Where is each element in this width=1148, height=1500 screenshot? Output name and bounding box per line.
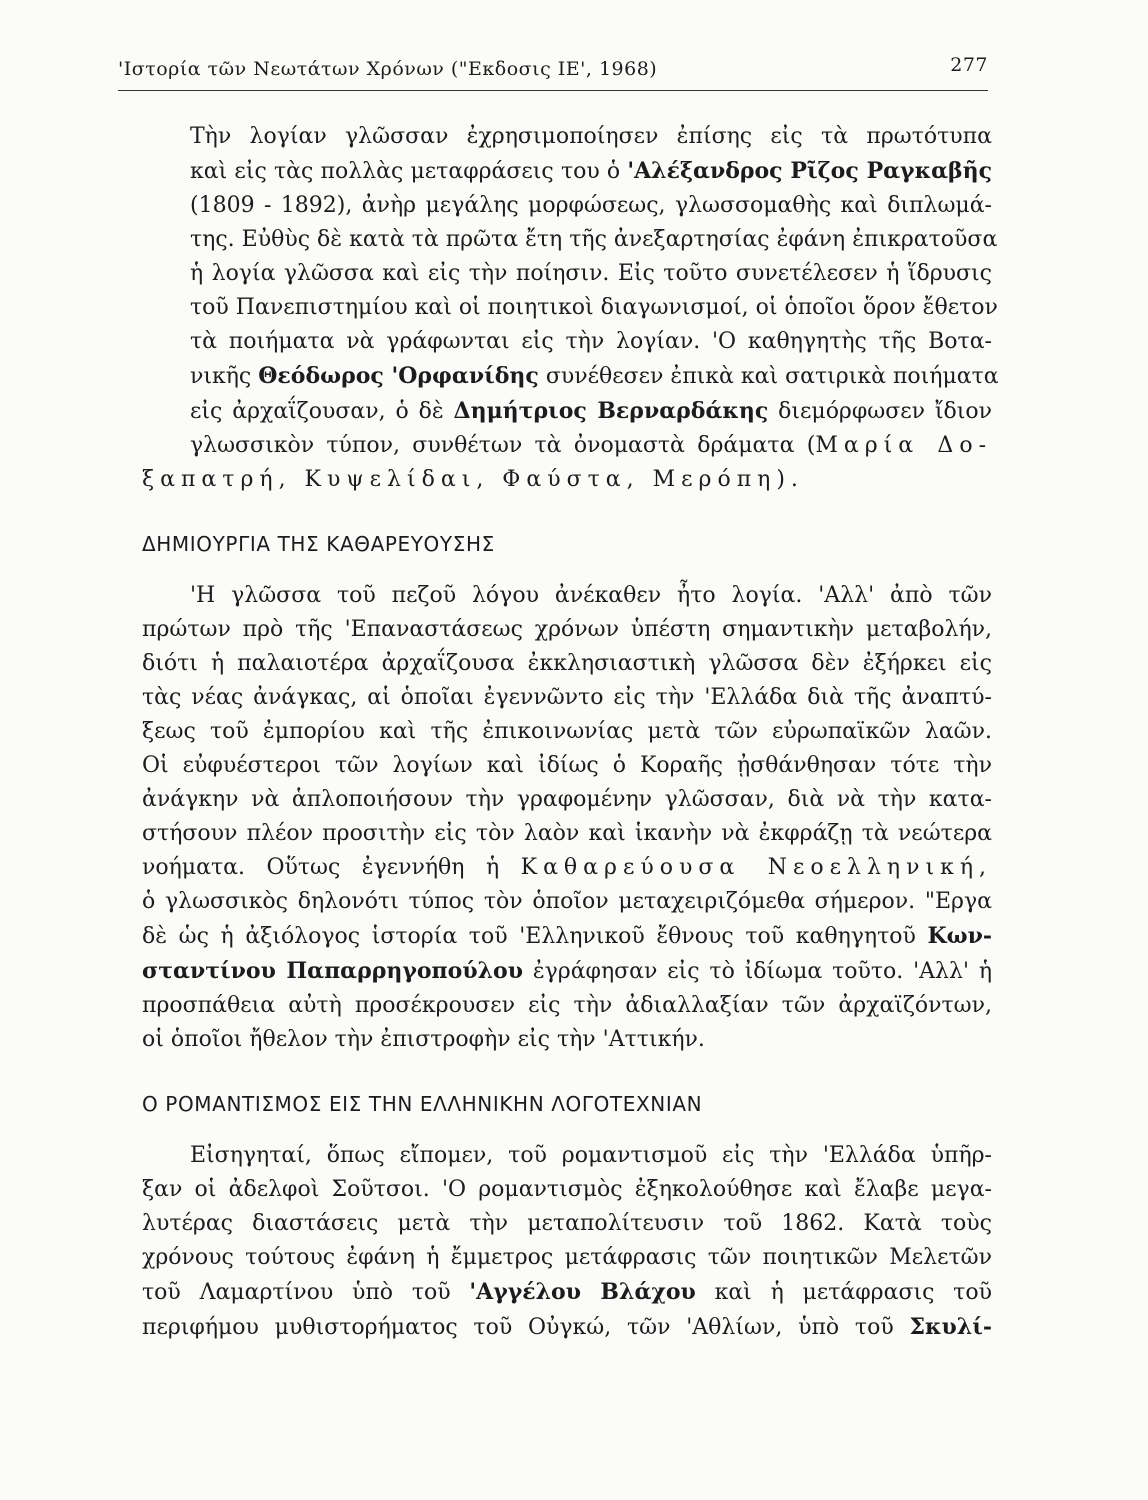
text-line: της. Εὐθὺς δὲ κατὰ τὰ πρῶτα ἔτη τῆς ἀνεξαρτησίας ἐφάνη ἐπικρατοῦσα <box>190 227 998 252</box>
text-line: νοήματα. Οὕτως ἐγεννήθη ἡ Καθαρεύουσα Νεοελληνική, <box>142 855 992 880</box>
text-line: (1809 - 1892), ἀνὴρ μεγάλης μορφώσεως, γλωσσομαθὴς καὶ διπλωμά- <box>190 193 992 218</box>
paragraph-1 <box>142 120 999 497</box>
text-line: προσπάθεια αὐτὴ προσέκρουσεν εἰς τὴν ἀδιαλλαξίαν τῶν ἀρχαϊζόντων, <box>142 993 992 1018</box>
text-line: χρόνους τούτους ἐφάνη ἡ ἔμμετρος μετάφρασις τῶν ποιητικῶν Μελετῶν <box>142 1245 992 1270</box>
text-line: ὁ γλωσσικὸς δηλονότι τύπος τὸν ὁποῖον μεταχειριζόμεθα σήμερον. "Εργα <box>142 889 992 914</box>
text-line: νικῆς Θεόδωρος 'Ορφανίδης συνέθεσεν ἐπικὰ καὶ σατιρικὰ ποιήματα <box>190 363 999 389</box>
body-text <box>142 120 999 1345</box>
text-line: πρώτων πρὸ τῆς 'Επαναστάσεως χρόνων ὑπέστη σημαντικὴν μεταβολήν, <box>142 617 992 642</box>
running-title: 'Ιστορία τῶν Νεωτάτων Χρόνων ("Εκδοσις ΙΕ', 1968) <box>118 58 658 80</box>
text-line: σταντίνου Παπαρρηγοπούλου ἐγράφησαν εἰς τὸ ἰδίωμα τοῦτο. 'Αλλ' ἡ <box>142 958 993 984</box>
paragraph-3 <box>142 1139 992 1345</box>
text-line: ξαπατρή, Κυψελίδαι, Φαύστα, Μερόπη). <box>142 467 804 492</box>
text-line: ξαν οἱ ἀδελφοὶ Σοῦτσοι. 'Ο ρομαντισμὸς ἐξηκολούθησε καὶ ἔλαβε μεγα- <box>142 1177 992 1202</box>
text-line: Εἰσηγηταί, ὅπως εἴπομεν, τοῦ ρομαντισμοῦ εἰς τὴν 'Ελλάδα ὑπῆρ- <box>190 1143 992 1168</box>
text-line: λυτέρας διαστάσεις μετὰ τὴν μεταπολίτευσιν τοῦ 1862. Κατὰ τοὺς <box>142 1211 992 1236</box>
spaced-term: Καθαρεύουσα Νεοελληνική, <box>520 855 992 880</box>
text-line: τοῦ Πανεπιστημίου καὶ οἱ ποιητικοὶ διαγωνισμοί, οἱ ὁποῖοι ὅρον ἔθετον <box>190 295 998 320</box>
text-line: τοῦ Λαμαρτίνου ὑπὸ τοῦ 'Αγγέλου Βλάχου καὶ ἡ μετάφρασις τοῦ <box>142 1279 992 1305</box>
text-line: οἱ ὁποῖοι ἤθελον τὴν ἐπιστροφὴν εἰς τὴν 'Αττικήν. <box>142 1027 705 1052</box>
text-line: εἰς ἀρχαΐζουσαν, ὁ δὲ Δημήτριος Βερναρδάκης διεμόρφωσεν ἴδιον <box>190 398 992 424</box>
text-line: γλωσσικὸν τύπον, συνθέτων τὰ ὀνομαστὰ δράματα (Μαρία Δο- <box>190 433 993 458</box>
text-line: καὶ εἰς τὰς πολλὰς μεταφράσεις του ὁ 'Αλέξανδρος Ρῖζος Ραγκαβῆς <box>190 158 992 184</box>
text-line: στήσουν πλέον προσιτὴν εἰς τὸν λαὸν καὶ ἱκανὴν νὰ ἐκφράζῃ τὰ νεώτερα <box>142 821 992 846</box>
text-line: ἀνάγκην νὰ ἁπλοποιήσουν τὴν γραφομένην γλῶσσαν, διὰ νὰ τὴν κατα- <box>142 787 992 812</box>
running-header <box>118 54 988 91</box>
text-line: τὰς νέας ἀνάγκας, αἱ ὁποῖαι ἐγεννῶντο εἰς τὴν 'Ελλάδα διὰ τῆς ἀναπτύ- <box>142 685 992 710</box>
bold-name: 'Αλέξανδρος Ρῖζος Ραγκαβῆς <box>627 158 992 184</box>
text-line: περιφήμου μυθιστορήματος τοῦ Οὐγκώ, τῶν 'Αθλίων, ὑπὸ τοῦ Σκυλί- <box>142 1314 993 1340</box>
bold-name: Δημήτριος Βερναρδάκης <box>453 398 769 424</box>
bold-name: Σκυλί- <box>909 1314 993 1340</box>
section-heading-katharevousa: ΔΗΜΙΟΥΡΓΙΑ ΤΗΣ ΚΑΘΑΡΕΥΟΥΣΗΣ <box>142 532 495 556</box>
paragraph-2 <box>142 579 992 1057</box>
bold-name: Θεόδωρος 'Ορφανίδης <box>258 363 539 389</box>
bold-name: Κων- <box>927 923 992 949</box>
text-line: Οἱ εὐφυέστεροι τῶν λογίων καὶ ἰδίως ὁ Κοραῆς ᾐσθάνθησαν τότε τὴν <box>142 753 992 778</box>
page-number: 277 <box>950 54 988 76</box>
text-line: τὰ ποιήματα νὰ γράφωνται εἰς τὴν λογίαν. 'Ο καθηγητὴς τῆς Βοτα- <box>190 329 992 354</box>
text-line: δὲ ὡς ἡ ἀξιόλογος ἱστορία τοῦ 'Ελληνικοῦ ἔθνους τοῦ καθηγητοῦ Κων- <box>142 923 992 949</box>
spaced-title: Μαρία Δο- <box>815 433 993 458</box>
bold-name: 'Αγγέλου Βλάχου <box>469 1279 696 1305</box>
text-line: ἡ λογία γλῶσσα καὶ εἰς τὴν ποίησιν. Εἰς τοῦτο συνετέλεσεν ἡ ἵδρυσις <box>190 261 992 286</box>
text-line: ξεως τοῦ ἐμπορίου καὶ τῆς ἐπικοινωνίας μετὰ τῶν εὐρωπαϊκῶν λαῶν. <box>142 719 992 744</box>
section-heading-romanticism: Ο ΡΟΜΑΝΤΙΣΜΟΣ ΕΙΣ ΤΗΝ ΕΛΛΗΝΙΚΗΝ ΛΟΓΟΤΕΧΝΙΑΝ <box>142 1092 703 1116</box>
text-line: 'Η γλῶσσα τοῦ πεζοῦ λόγου ἀνέκαθεν ἦτο λογία. 'Αλλ' ἀπὸ τῶν <box>190 583 992 608</box>
text-line: διότι ἡ παλαιοτέρα ἀρχαΐζουσα ἐκκλησιαστικὴ γλῶσσα δὲν ἐξήρκει εἰς <box>142 651 992 676</box>
text-line: Τὴν λογίαν γλῶσσαν ἐχρησιμοποίησεν ἐπίσης εἰς τὰ πρωτότυπα <box>190 124 992 149</box>
bold-name: σταντίνου Παπαρρηγοπούλου <box>142 958 523 984</box>
